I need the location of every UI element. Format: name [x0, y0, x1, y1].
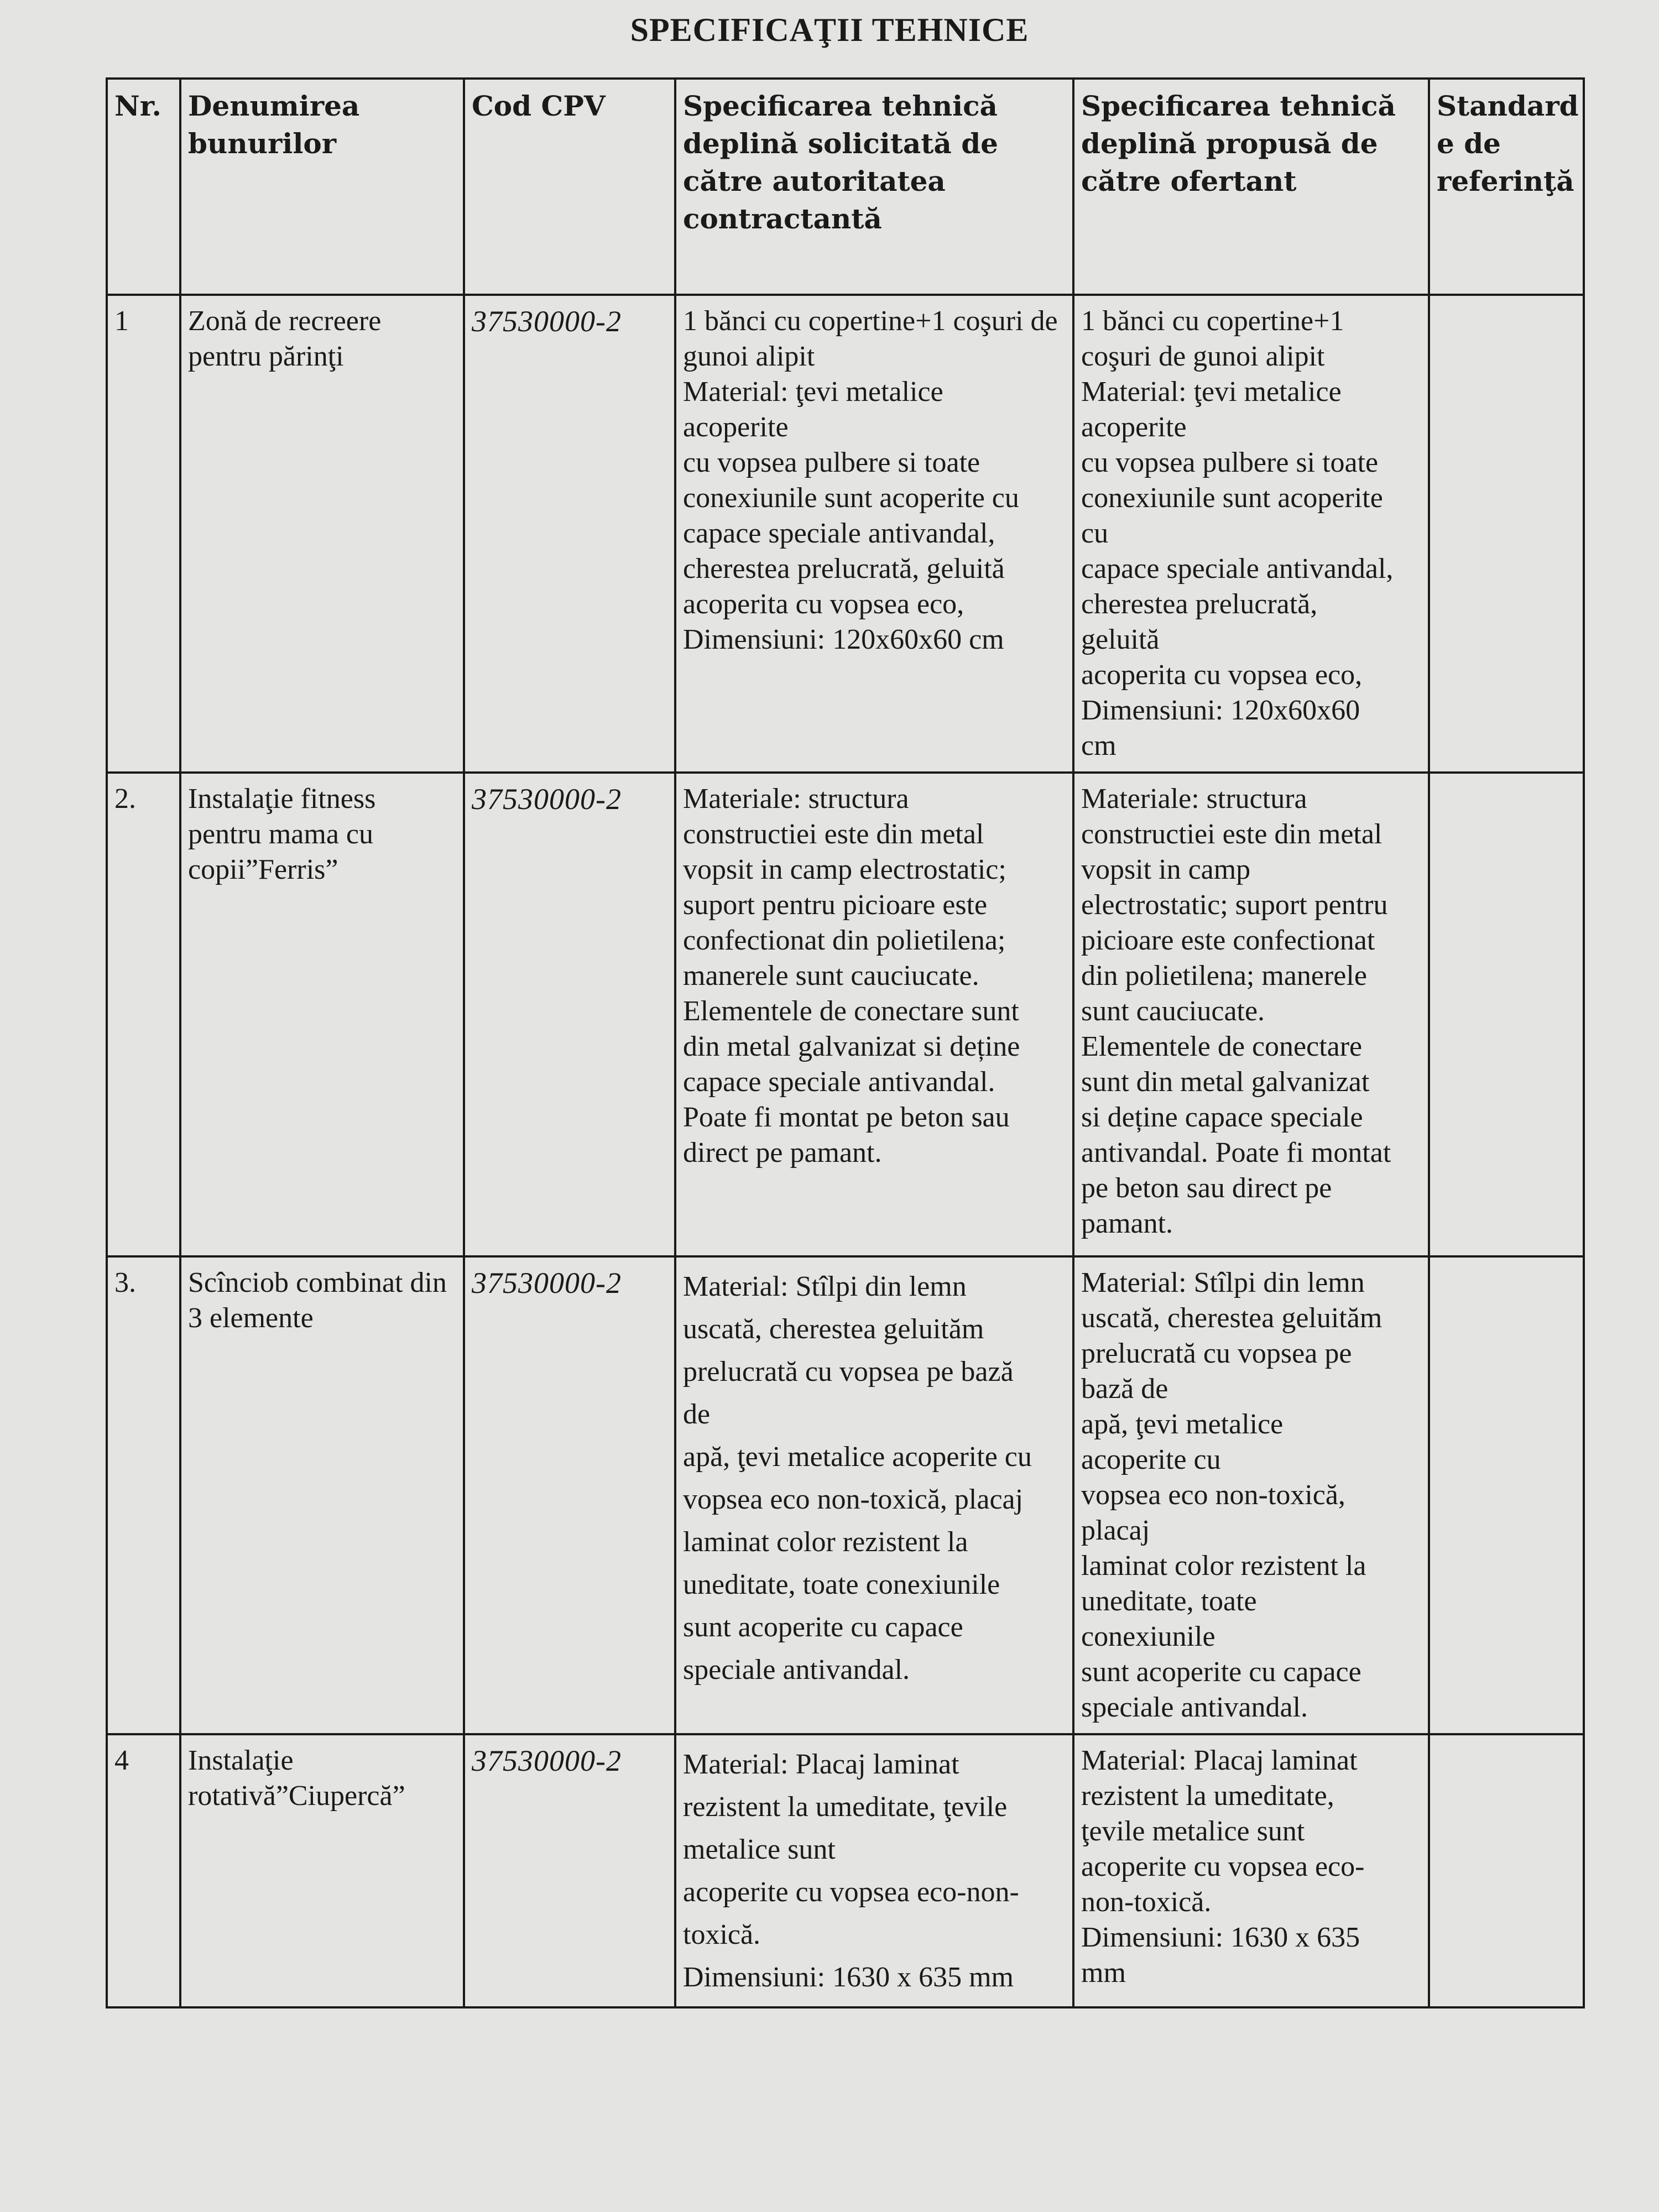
cell-standard — [1429, 773, 1584, 1256]
header-standard: Standard e de referinţă — [1429, 79, 1584, 295]
cell-cpv: 37530000-2 — [464, 1734, 675, 2007]
table-row — [107, 1256, 1584, 1734]
cell-nr: 2. — [107, 773, 180, 1256]
header-spec-required: Specificarea tehnică deplină solicitată de către autoritatea contractantă — [675, 79, 1073, 295]
cell-spec-required: 1 bănci cu copertine+1 coşuri de gunoi alipit Material: ţevi metalice acoperite cu vopsea pulbere si toate conexiunile sunt acoperite cu capace speciale antivandal, cherestea prelucrată, geluită acoperita cu vopsea eco, Dimensiuni: 120x60x60 cm — [675, 295, 1073, 773]
cell-spec-offered: Material: Stîlpi din lemn uscată, cherestea geluităm prelucrată cu vopsea pe bază de apă, ţevi metalice acoperite cu vopsea eco non-toxică, placaj laminat color rezistent la uneditate, toate conexiunile sunt acoperite cu capace speciale antivandal. — [1073, 1256, 1429, 1734]
header-name: Denumirea bunurilor — [180, 79, 464, 295]
cell-spec-required: Material: Stîlpi din lemn uscată, cherestea geluităm prelucrată cu vopsea pe bază de apă, ţevi metalice acoperite cu vopsea eco non-toxică, placaj laminat color rezistent la uneditate, toate conexiunile sunt acoperite cu capace speciale antivandal. — [675, 1256, 1073, 1734]
table-row — [107, 295, 1584, 773]
cell-spec-offered: Materiale: structura constructiei este din metal vopsit in camp electrostatic; suport pentru picioare este confectionat din polietilena; manerele sunt cauciucate. Elementele de conectare sunt din metal galvanizat si deține capace speciale antivandal. Poate fi montat pe beton sau direct pe pamant. — [1073, 773, 1429, 1256]
cell-standard — [1429, 295, 1584, 773]
cell-standard — [1429, 1256, 1584, 1734]
table-row — [107, 1734, 1584, 2007]
cell-nr: 1 — [107, 295, 180, 773]
cell-cpv: 37530000-2 — [464, 295, 675, 773]
cell-cpv: 37530000-2 — [464, 1256, 675, 1734]
cell-nr: 3. — [107, 1256, 180, 1734]
cell-standard — [1429, 1734, 1584, 2007]
header-spec-offered: Specificarea tehnică deplină propusă de către ofertant — [1073, 79, 1429, 295]
cell-nr: 4 — [107, 1734, 180, 2007]
page-title: SPECIFICAŢII TEHNICE — [630, 12, 1029, 48]
technical-specifications-table — [106, 77, 1585, 2008]
cell-name: Instalaţie fitness pentru mama cu copii”Ferris” — [180, 773, 464, 1256]
cell-spec-required: Material: Placaj laminat rezistent la umeditate, ţevile metalice sunt acoperite cu vopsea eco-non- toxică. Dimensiuni: 1630 x 635 mm — [675, 1734, 1073, 2007]
header-cpv: Cod CPV — [464, 79, 675, 295]
cell-spec-required: Materiale: structura constructiei este din metal vopsit in camp electrostatic; suport pentru picioare este confectionat din polietilena; manerele sunt cauciucate. Elementele de conectare sunt din metal galvanizat si deține capace speciale antivandal. Poate fi montat pe beton sau direct pe pamant. — [675, 773, 1073, 1256]
cell-name: Instalaţie rotativă”Ciupercă” — [180, 1734, 464, 2007]
cell-name: Scînciob combinat din 3 elemente — [180, 1256, 464, 1734]
table-row — [107, 773, 1584, 1256]
cell-spec-offered: Material: Placaj laminat rezistent la umeditate, ţevile metalice sunt acoperite cu vopsea eco- non-toxică. Dimensiuni: 1630 x 635 mm — [1073, 1734, 1429, 2007]
cell-spec-offered: 1 bănci cu copertine+1 coşuri de gunoi alipit Material: ţevi metalice acoperite cu vopsea pulbere si toate conexiunile sunt acoperite cu capace speciale antivandal, cherestea prelucrată, geluită acoperita cu vopsea eco, Dimensiuni: 120x60x60 cm — [1073, 295, 1429, 773]
table-header-row — [107, 79, 1584, 295]
cell-name: Zonă de recreere pentru părinţi — [180, 295, 464, 773]
cell-cpv: 37530000-2 — [464, 773, 675, 1256]
header-nr: Nr. — [107, 79, 180, 295]
